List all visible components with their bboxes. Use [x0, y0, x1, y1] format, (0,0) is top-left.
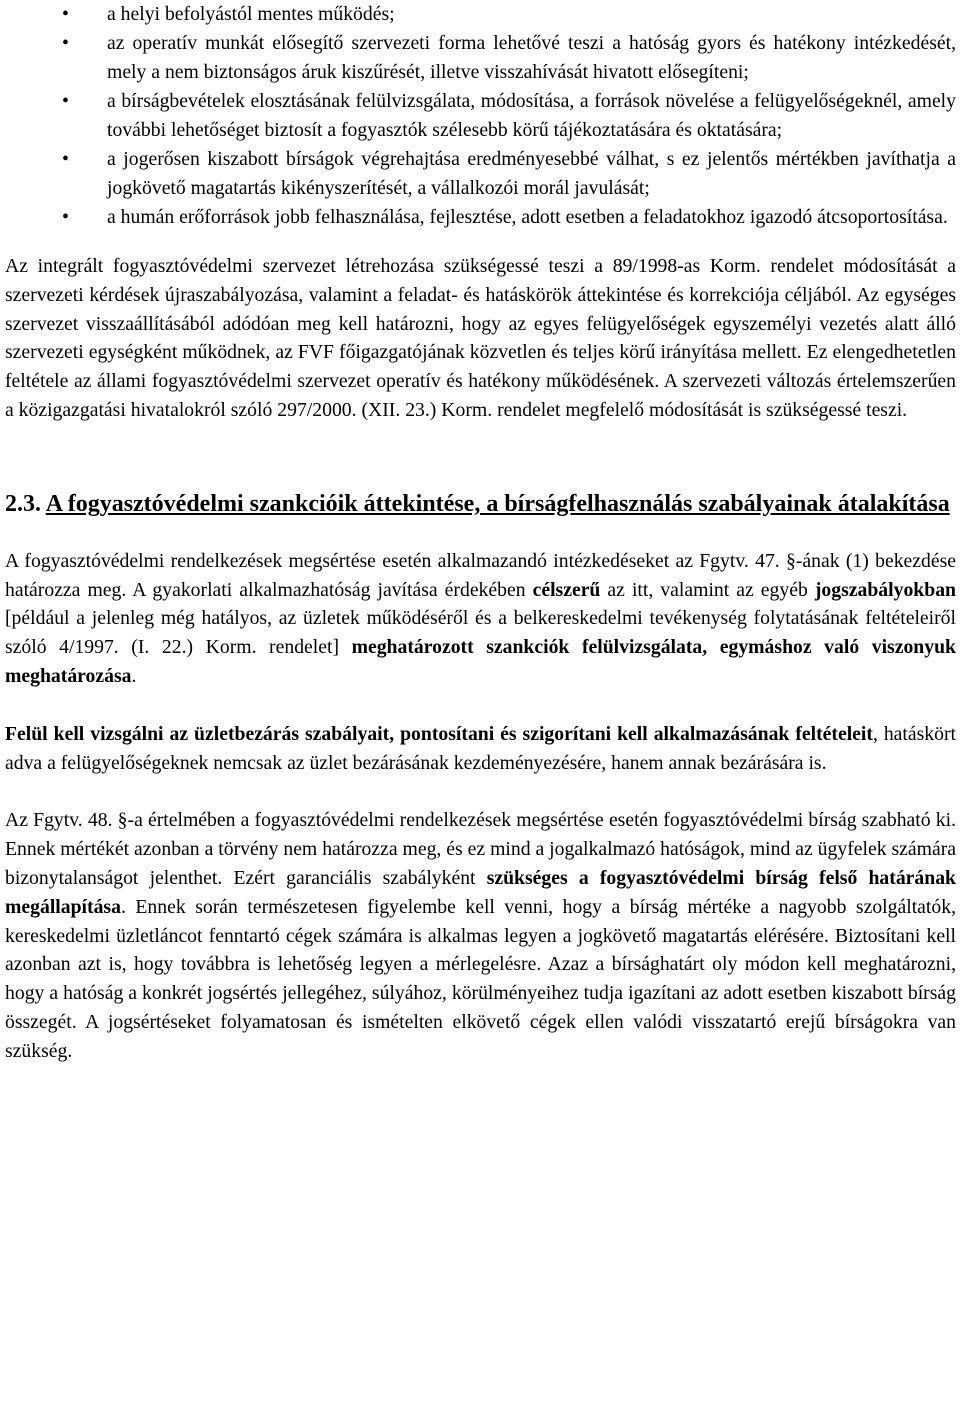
text-run: A fogyasztóvédelmi rendelkezések megsértése esetén alkalmazandó intézkedéseket az Fgytv. 47. §-ának (1) bekezdése határozza meg. A gyakorlati alkalmazhatóság javítása érdekében [5, 549, 956, 601]
text-run: az itt, valamint az egyéb [600, 578, 815, 601]
benefit-bullet-list [5, 0, 956, 232]
bold-run: szükséges a fogyasztóvédelmi bírság felső határának megállapítása [5, 866, 956, 918]
bullet-item: • az operatív munkát elősegítő szervezeti forma lehetővé teszi a hatóság gyors és hatékony intézkedését, mely a nem biztonságos áruk kiszűrését, illetve visszahívását hivatott elősegíteni; [5, 29, 956, 87]
section-number: 2.3. [5, 490, 41, 517]
bullet-item: • a jogerősen kiszabott bírságok végrehajtása eredményesebbé válhat, s ez jelentős mértékben javíthatja a jogkövető magatartás kikényszerítését, a vállalkozói morál javulását; [5, 145, 956, 203]
bullet-item: • a bírságbevételek elosztásának felülvizsgálata, módosítása, a források növelése a felügyelőségeknél, amely további lehetőséget biztosít a fogyasztók szélesebb körű tájékoztatására és oktatására; [5, 87, 956, 145]
bullet-item: • a helyi befolyástól mentes működés; [5, 0, 956, 29]
section-title: A fogyasztóvédelmi szankcióik áttekintése, a bírságfelhasználás szabályainak átalakítása [45, 490, 950, 517]
paragraph-shop-closure [5, 720, 956, 778]
bullet-item: • a humán erőforrások jobb felhasználása, fejlesztése, adott esetben a feladatokhoz igazodó átcsoportosítása. [5, 203, 956, 232]
text-run: , hatáskört adva a felügyelőségeknek nemcsak az üzlet bezárásának kezdeményezésére, hanem annak bezárására is. [5, 722, 956, 774]
paragraph-fine-limit [5, 806, 956, 1065]
bold-run: célszerű [532, 578, 601, 601]
bold-run: Felül kell vizsgálni az üzletbezárás szabályait, pontosítani és szigorítani kell alkalmazásának feltételeit [5, 722, 873, 745]
text-run: [például a jelenleg még hatályos, az üzletek működéséről és a belkereskedelmi tevékenység folytatásának feltételeiről szóló 4/1997. (I. 22.) Korm. rendelet] [5, 607, 956, 659]
text-run: . Ennek során természetesen figyelembe kell venni, hogy a bírság mértéke a nagyobb szolgáltatók, kereskedelmi üzletláncot fenntartó cégek számára is alkalmas legyen a jogkövető magatartás elérésére. Biztosítani kell azonban azt is, hogy továbbra is lehetőség legyen a mérlegelésre. Azaz a bírsághatárt oly módon kell meghatározni, hogy a hatóság a konkrét jogsértés jellegéhez, súlyához, körülményeihez tudja igazítani az adott esetben kiszabott bírság összegét. A jogsértéseket folyamatosan és ismételten elkövető cégek ellen valódi visszatartó erejű bírságokra van szükség. [5, 895, 956, 1062]
paragraph-integrated-organization: Az integrált fogyasztóvédelmi szervezet létrehozása szükségessé teszi a 89/1998-as Korm. rendelet módosítását a szervezeti kérdések újraszabályozása, valamint a feladat- és hatáskörök áttekintése és korrekciója céljából. Az egységes szervezet visszaállításából adódóan meg kell határozni, hogy az egyes felügyelőségek egyszemélyi vezetés alatt álló szervezeti egységként működnek, az FVF főigazgatójának közvetlen és teljes körű irányítása mellett. Ez elengedhetetlen feltétele az állami fogyasztóvédelmi szervezet operatív és hatékony működésének. A szervezeti változás értelemszerűen a közigazgatási hivatalokról szóló 297/2000. (XII. 23.) Korm. rendelet megfelelő módosítását is szükségessé teszi. [5, 255, 956, 421]
section-heading [5, 488, 956, 521]
text-run: Az Fgytv. 48. §-a értelmében a fogyasztóvédelmi rendelkezések megsértése esetén fogyasztóvédelmi bírság szabható ki. Ennek mértékét azonban a törvény nem határozza meg, és ez mind a jogalkalmazó hatóságok, mind az ügyfelek számára bizonytalanságot jelenthet. Ezért garanciális szabályként [5, 809, 956, 889]
paragraph-sanctions [5, 547, 956, 691]
text-run: . [131, 664, 137, 687]
bold-run: meghatározott szankciók felülvizsgálata, egymáshoz való viszonyuk meghatározása [5, 636, 956, 687]
bold-run: jogszabályokban [814, 578, 956, 601]
